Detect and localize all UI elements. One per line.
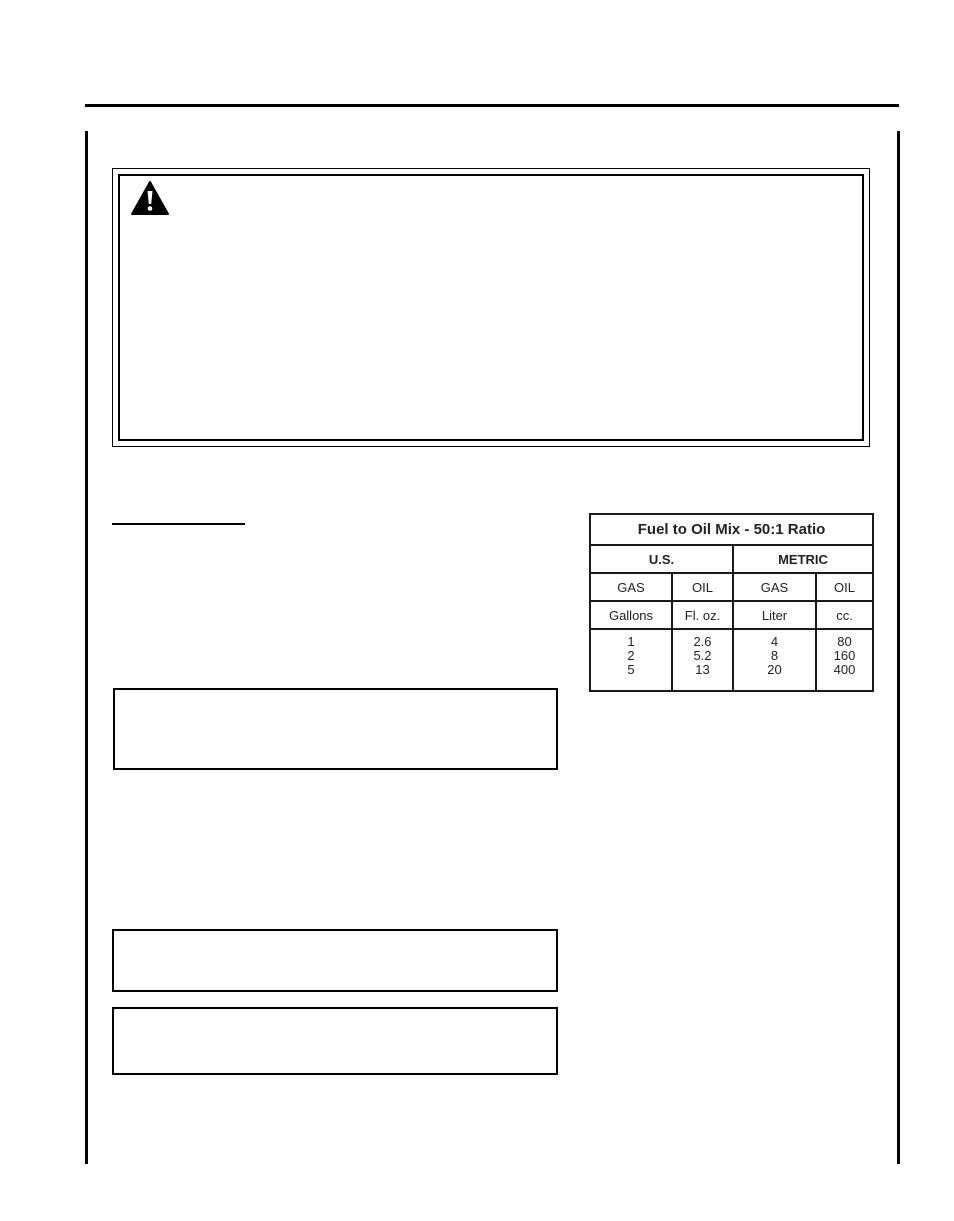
cell-value: 5.2 [693, 648, 712, 663]
cell-value: 20 [767, 662, 782, 677]
cell-value: 1 [627, 634, 635, 649]
group-us: U.S. [590, 545, 733, 573]
group-metric: METRIC [733, 545, 873, 573]
cell-value: 160 [833, 648, 856, 663]
cell-value: 5 [627, 662, 635, 677]
header-metric-oil: OIL [816, 573, 873, 601]
cell-value: 2 [627, 648, 635, 663]
unit-cc: cc. [816, 601, 873, 629]
note-box-3 [112, 1007, 558, 1075]
column-metric-oil-values [816, 629, 873, 691]
unit-fl-oz: Fl. oz. [672, 601, 733, 629]
fuel-oil-mix-table [589, 513, 874, 692]
note-box-2 [112, 929, 558, 992]
cell-value: 8 [770, 648, 779, 663]
warning-triangle-icon [130, 180, 170, 216]
header-us-oil: OIL [672, 573, 733, 601]
cell-value: 400 [833, 662, 856, 677]
note-box-1 [113, 688, 558, 770]
section-heading-underline [112, 523, 245, 525]
column-us-oil-values [672, 629, 733, 691]
column-us-gas-values [590, 629, 672, 691]
unit-liter: Liter [733, 601, 816, 629]
header-metric-gas: GAS [733, 573, 816, 601]
column-metric-gas-values [733, 629, 816, 691]
header-us-gas: GAS [590, 573, 672, 601]
cell-value: 13 [695, 662, 710, 677]
cell-value: 4 [770, 634, 779, 649]
table-title: Fuel to Oil Mix - 50:1 Ratio [590, 514, 873, 545]
right-margin-rule [897, 131, 900, 1164]
unit-gallons: Gallons [590, 601, 672, 629]
cell-value: 80 [837, 634, 852, 649]
left-margin-rule [85, 131, 88, 1164]
cell-value: 2.6 [693, 634, 712, 649]
header-rule [85, 104, 899, 107]
warning-box [118, 174, 864, 441]
